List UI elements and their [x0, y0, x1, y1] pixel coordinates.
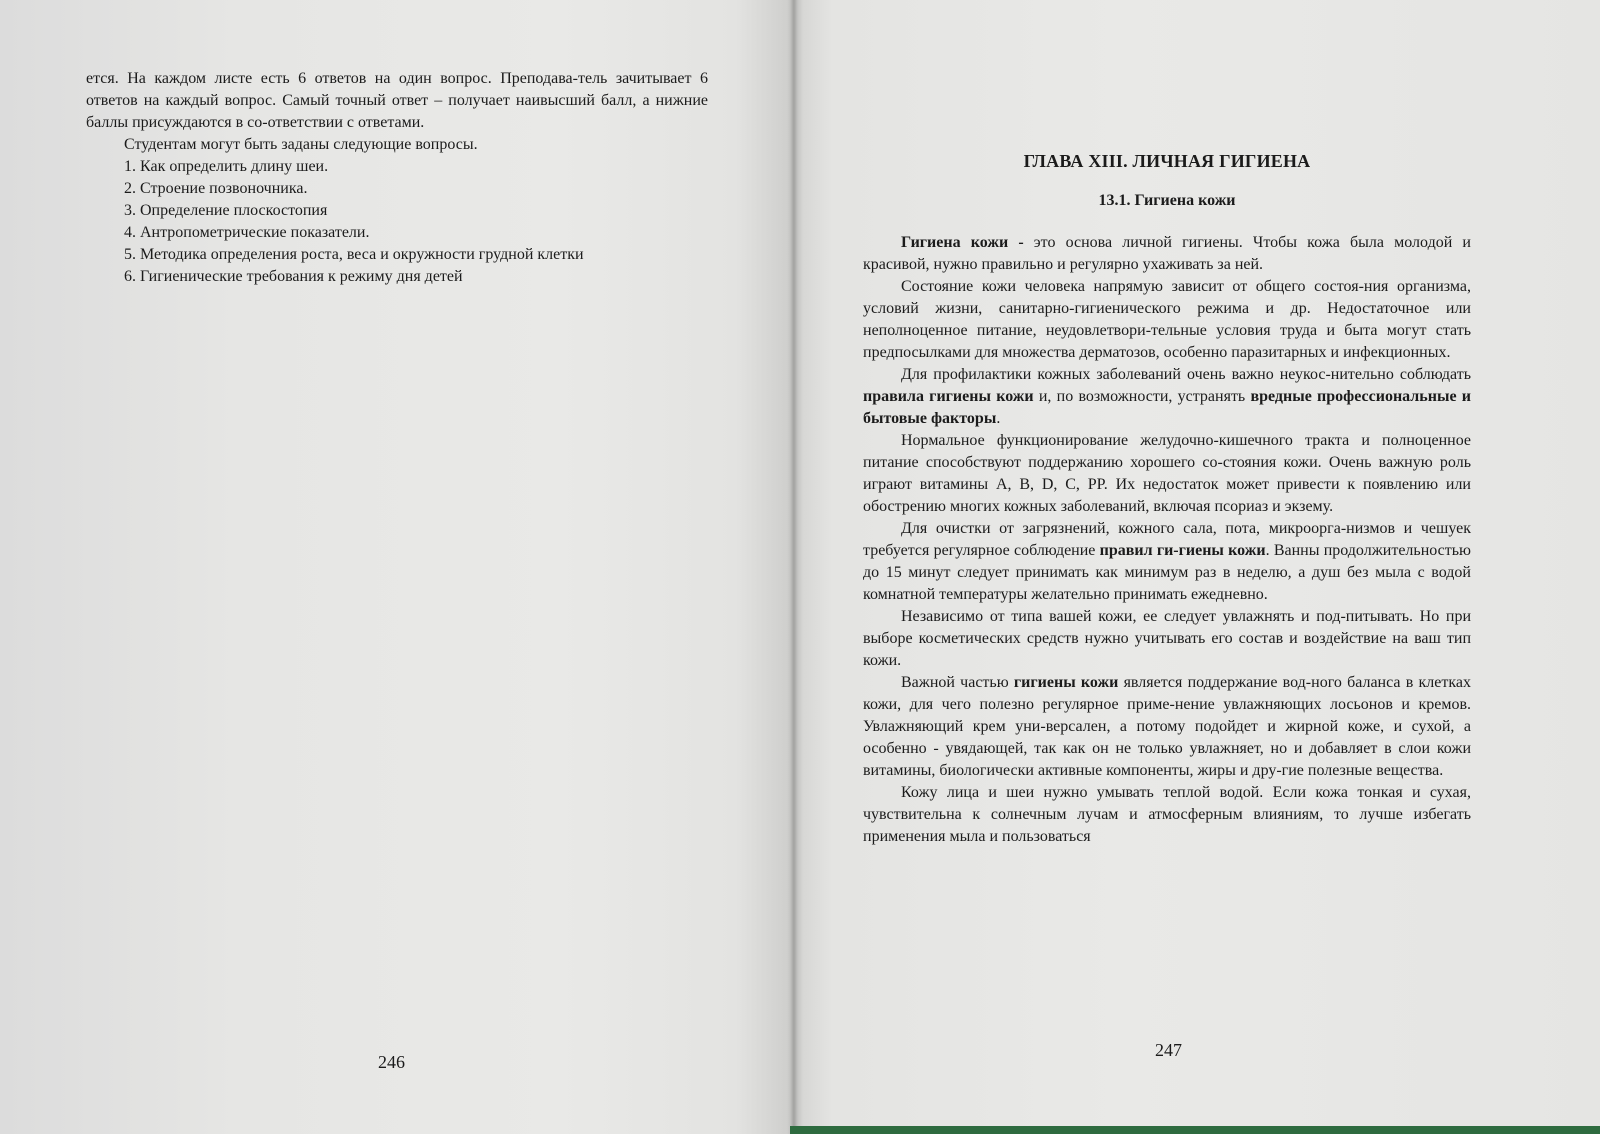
paragraph-text: . Ванны продолжительностью до 15 минут следует принимать как минимум раз в неделю, а душ без мыла с водой комнатной температуры желательно принимать ежедневно. — [863, 542, 1472, 603]
paragraph-7 — [863, 672, 1471, 782]
question-item: 6. Гигиенические требования к режиму дня детей — [124, 268, 463, 285]
paragraph-text: это основа личной гигиены. Чтобы кожа была молодой и красивой, нужно правильно и регулярно ухаживать за ней. — [863, 234, 1471, 273]
bold-term: правила гигиены кожи — [863, 388, 1034, 405]
paragraph-4: Нормальное функционирование желудочно-кишечного тракта и полноценное питание способствуют поддержанию хорошего со-стояния кожи. Очень важную роль играют витамины А, B, D, C, PP. Их недостаток может привести к появлению или обострению многих кожных заболеваний, включая псориаз и экзему. — [863, 432, 1471, 515]
paragraph-text: Важной частью — [901, 674, 1014, 691]
question-item: 5. Методика определения роста, веса и окружности грудной клетки — [124, 246, 584, 263]
paragraph-1 — [863, 232, 1471, 276]
paragraph-text: и, по возможности, устранять — [1033, 388, 1251, 405]
bold-term: гигиены кожи — [1013, 674, 1119, 691]
page-number-right: 247 — [1155, 1040, 1182, 1060]
page-number-left: 246 — [378, 1052, 405, 1072]
paragraph-text: Для профилактики кожных заболеваний очень важно неукос-нительно соблюдать — [901, 366, 1471, 383]
paragraph-6: Независимо от типа вашей кожи, ее следует увлажнять и под-питывать. Но при выборе косметических средств нужно учитывать его состав и воздействие на ваш тип кожи. — [863, 608, 1471, 669]
paragraph-8: Кожу лица и шеи нужно умывать теплой водой. Если кожа тонкая и сухая, чувствительна к солнечным лучам и атмосферным влияниям, то лучше избегать применения мыла и пользоваться — [863, 784, 1471, 845]
paragraph-2: Состояние кожи человека напрямую зависит от общего состоя-ния организма, условий жизни, санитарно-гигиенического режима и др. Недостаточное или неполноценное питание, неудовлетвори-тельные условия труда и быта могут стать предпосылками для множества дерматозов, особенно паразитарных и инфекционных. — [863, 278, 1471, 361]
questions-list — [86, 156, 708, 288]
book-gutter — [790, 0, 798, 1134]
paragraph-text: является поддержание вод-ного баланса в клетках кожи, для чего полезно регулярное приме-нение увлажняющих лосьонов и кремов. Увлажняющий крем уни-версален, а потому подойдет и жирной коже, и сухой, а особенно - увядающей, так как он не только увлажняет, но и добавляет в слои кожи витамины, биологически активные компоненты, жиры и дру-гие полезные вещества. — [863, 674, 1471, 779]
bold-term: правил ги-гиены кожи — [1099, 542, 1266, 559]
section-title: 13.1. Гигиена кожи — [1098, 192, 1236, 209]
paragraph-5 — [863, 518, 1471, 606]
bold-term: вредные профессиональные и бытовые факторы — [863, 388, 1472, 427]
question-item: 3. Определение плоскостопия — [124, 202, 328, 219]
right-page — [863, 148, 1471, 848]
question-item: 4. Антропометрические показатели. — [124, 224, 370, 241]
paragraph-text: Для очистки от загрязнений, кожного сала, пота, микроорга-низмов и чешуек требуется регулярное соблюдение — [863, 520, 1471, 559]
paragraph-3 — [863, 364, 1471, 430]
questions-intro: Студентам могут быть заданы следующие вопросы. — [124, 136, 478, 153]
bold-term: Гигиена кожи - — [901, 234, 1024, 251]
paragraph-text: . — [996, 410, 1001, 427]
intro-paragraph: ется. На каждом листе есть 6 ответов на один вопрос. Преподава-тель зачитывает 6 ответов на каждый вопрос. Самый точный ответ – получает наивысший балл, а нижние баллы присуждаются в со-ответствии с ответами. — [86, 70, 708, 131]
question-item: 1. Как определить длину шеи. — [124, 158, 329, 175]
left-page — [86, 68, 708, 288]
chapter-title: ГЛАВА XIII. ЛИЧНАЯ ГИГИЕНА — [1023, 151, 1311, 171]
background-strip — [790, 1126, 1600, 1134]
question-item: 2. Строение позвоночника. — [124, 180, 308, 197]
